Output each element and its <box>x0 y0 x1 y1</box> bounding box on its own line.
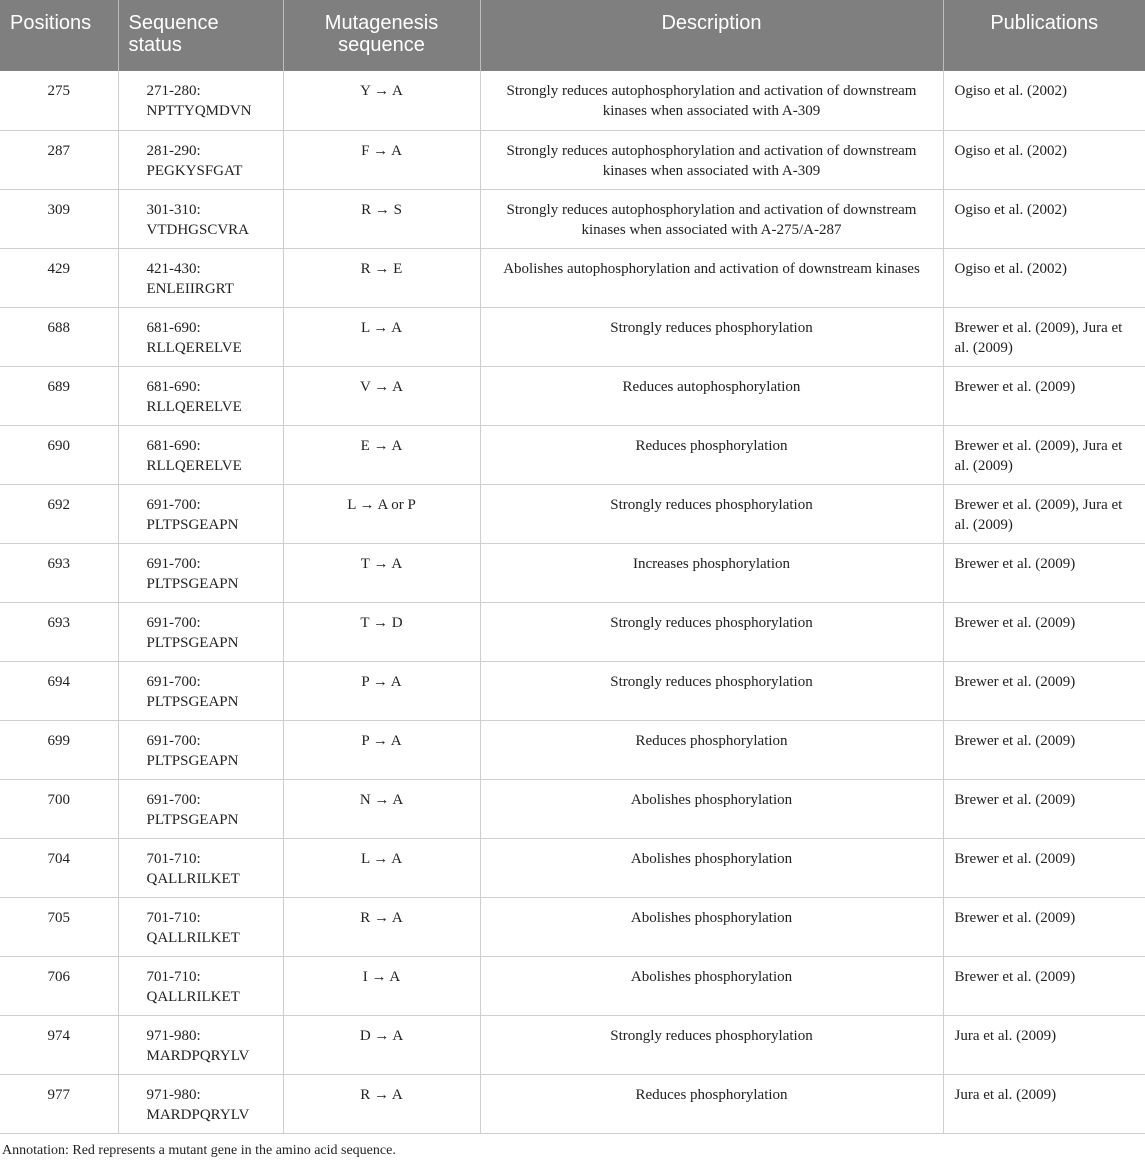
cell-sequence-status <box>118 661 283 720</box>
cell-description: Strongly reduces phosphorylation <box>480 661 943 720</box>
cell-description: Strongly reduces phosphorylation <box>480 1015 943 1074</box>
table-row <box>0 838 1145 897</box>
cell-mutation: R → E <box>283 248 480 307</box>
sequence-residues: RLLQERELVE <box>146 457 242 474</box>
cell-publications: Brewer et al. (2009) <box>943 661 1145 720</box>
table-row <box>0 720 1145 779</box>
cell-mutation: F → A <box>283 130 480 189</box>
cell-position: 704 <box>0 838 118 897</box>
cell-position: 977 <box>0 1074 118 1133</box>
cell-publications: Brewer et al. (2009), Jura et al. (2009) <box>943 484 1145 543</box>
cell-position: 692 <box>0 484 118 543</box>
table-row <box>0 543 1145 602</box>
cell-description: Strongly reduces autophosphorylation and activation of downstream kinases when associated with A-275/A-287 <box>480 189 943 248</box>
table-row <box>0 71 1145 130</box>
cell-description: Strongly reduces autophosphorylation and activation of downstream kinases when associated with A-309 <box>480 130 943 189</box>
cell-publications: Brewer et al. (2009) <box>943 956 1145 1015</box>
cell-description: Strongly reduces phosphorylation <box>480 307 943 366</box>
cell-publications: Jura et al. (2009) <box>943 1015 1145 1074</box>
cell-description: Strongly reduces phosphorylation <box>480 484 943 543</box>
sequence-range: 701-710: <box>146 968 201 985</box>
cell-description: Strongly reduces phosphorylation <box>480 602 943 661</box>
cell-position: 705 <box>0 897 118 956</box>
cell-sequence-status <box>118 602 283 661</box>
sequence-residues: PLTPSGEAPN <box>146 811 239 828</box>
cell-description: Abolishes phosphorylation <box>480 897 943 956</box>
cell-mutation: N → A <box>283 779 480 838</box>
cell-mutation: I → A <box>283 956 480 1015</box>
table-row <box>0 248 1145 307</box>
cell-sequence-status <box>118 425 283 484</box>
cell-publications: Jura et al. (2009) <box>943 1074 1145 1133</box>
sequence-range: 691-700: <box>146 732 201 749</box>
cell-position: 699 <box>0 720 118 779</box>
header-mutagenesis-sequence: Mutagenesis sequence <box>283 0 480 71</box>
sequence-residues: QALLRILKET <box>146 988 240 1005</box>
cell-position: 429 <box>0 248 118 307</box>
sequence-residues: PLTPSGEAPN <box>146 516 239 533</box>
cell-sequence-status <box>118 956 283 1015</box>
header-publications: Publications <box>943 0 1145 71</box>
cell-mutation: E → A <box>283 425 480 484</box>
cell-publications: Brewer et al. (2009) <box>943 720 1145 779</box>
table-row <box>0 1074 1145 1133</box>
cell-description: Increases phosphorylation <box>480 543 943 602</box>
cell-sequence-status <box>118 484 283 543</box>
cell-sequence-status <box>118 1074 283 1133</box>
cell-description: Abolishes phosphorylation <box>480 956 943 1015</box>
sequence-range: 681-690: <box>146 437 201 454</box>
cell-description: Strongly reduces autophosphorylation and activation of downstream kinases when associated with A-309 <box>480 71 943 130</box>
cell-publications: Brewer et al. (2009) <box>943 838 1145 897</box>
cell-sequence-status <box>118 366 283 425</box>
cell-publications: Ogiso et al. (2002) <box>943 189 1145 248</box>
cell-position: 287 <box>0 130 118 189</box>
cell-mutation: R → A <box>283 897 480 956</box>
sequence-residues: RLLQERELVE <box>146 398 242 415</box>
cell-sequence-status <box>118 130 283 189</box>
cell-position: 275 <box>0 71 118 130</box>
cell-description: Reduces phosphorylation <box>480 720 943 779</box>
table-row <box>0 602 1145 661</box>
cell-mutation: P → A <box>283 720 480 779</box>
cell-position: 974 <box>0 1015 118 1074</box>
cell-position: 694 <box>0 661 118 720</box>
cell-publications: Ogiso et al. (2002) <box>943 248 1145 307</box>
cell-publications: Ogiso et al. (2002) <box>943 130 1145 189</box>
cell-sequence-status <box>118 779 283 838</box>
table-header <box>0 0 1145 71</box>
table-row <box>0 779 1145 838</box>
cell-description: Abolishes autophosphorylation and activation of downstream kinases <box>480 248 943 307</box>
sequence-range: 271-280: <box>146 83 201 99</box>
cell-description: Reduces phosphorylation <box>480 425 943 484</box>
sequence-residues: PLTPSGEAPN <box>146 575 239 592</box>
cell-position: 688 <box>0 307 118 366</box>
cell-position: 689 <box>0 366 118 425</box>
sequence-residues: QALLRILKET <box>146 870 240 887</box>
cell-description: Abolishes phosphorylation <box>480 838 943 897</box>
cell-publications: Brewer et al. (2009) <box>943 602 1145 661</box>
cell-publications: Brewer et al. (2009) <box>943 366 1145 425</box>
cell-sequence-status <box>118 307 283 366</box>
cell-sequence-status <box>118 838 283 897</box>
cell-mutation: L → A <box>283 307 480 366</box>
sequence-range: 691-700: <box>146 673 201 690</box>
cell-mutation: T → A <box>283 543 480 602</box>
sequence-residues: PLTPSGEAPN <box>146 634 239 651</box>
cell-mutation: V → A <box>283 366 480 425</box>
sequence-range: 281-290: <box>146 142 201 159</box>
cell-mutation: T → D <box>283 602 480 661</box>
cell-mutation: D → A <box>283 1015 480 1074</box>
table-row <box>0 1015 1145 1074</box>
cell-description: Reduces phosphorylation <box>480 1074 943 1133</box>
cell-position: 309 <box>0 189 118 248</box>
sequence-range: 301-310: <box>146 201 201 218</box>
cell-publications: Brewer et al. (2009) <box>943 779 1145 838</box>
header-row <box>0 0 1145 71</box>
sequence-residues: MARDPQRYLV <box>146 1047 250 1064</box>
cell-description: Reduces autophosphorylation <box>480 366 943 425</box>
cell-publications: Brewer et al. (2009), Jura et al. (2009) <box>943 307 1145 366</box>
sequence-residues: QALLRILKET <box>146 929 240 946</box>
sequence-range: 681-690: <box>146 319 201 336</box>
sequence-residues: VTDHGSCVRA <box>146 221 250 238</box>
cell-sequence-status <box>118 543 283 602</box>
sequence-range: 701-710: <box>146 850 201 867</box>
cell-publications: Brewer et al. (2009), Jura et al. (2009) <box>943 425 1145 484</box>
table-row <box>0 366 1145 425</box>
cell-mutation: R → A <box>283 1074 480 1133</box>
cell-position: 700 <box>0 779 118 838</box>
sequence-range: 691-700: <box>146 791 201 808</box>
cell-publications: Brewer et al. (2009) <box>943 897 1145 956</box>
sequence-range: 691-700: <box>146 496 201 513</box>
table-annotation: Annotation: Red represents a mutant gene in the amino acid sequence. <box>2 1143 396 1158</box>
sequence-range: 691-700: <box>146 614 201 631</box>
cell-position: 693 <box>0 602 118 661</box>
cell-position: 693 <box>0 543 118 602</box>
table-row <box>0 307 1145 366</box>
cell-mutation: R → S <box>283 189 480 248</box>
table-row <box>0 189 1145 248</box>
table-row <box>0 484 1145 543</box>
sequence-range: 971-980: <box>146 1027 201 1044</box>
header-positions: Positions <box>0 0 118 71</box>
table-body <box>0 71 1145 1133</box>
sequence-range: 971-980: <box>146 1086 201 1103</box>
cell-sequence-status <box>118 897 283 956</box>
cell-sequence-status <box>118 248 283 307</box>
sequence-residues: RLLQERELVE <box>146 339 242 356</box>
cell-sequence-status <box>118 71 283 130</box>
cell-mutation: P → A <box>283 661 480 720</box>
sequence-range: 701-710: <box>146 909 201 926</box>
sequence-residues: PLTPSGEAPN <box>146 752 239 769</box>
cell-description: Abolishes phosphorylation <box>480 779 943 838</box>
sequence-residues: PEGKYSFGAT <box>146 162 243 179</box>
table-row <box>0 661 1145 720</box>
cell-publications: Brewer et al. (2009) <box>943 543 1145 602</box>
cell-mutation: L → A or P <box>283 484 480 543</box>
cell-sequence-status <box>118 189 283 248</box>
sequence-range: 421-430: <box>146 260 201 277</box>
cell-position: 706 <box>0 956 118 1015</box>
sequence-residues: MARDPQRYLV <box>146 1106 250 1123</box>
sequence-residues: PLTPSGEAPN <box>146 693 239 710</box>
cell-publications: Ogiso et al. (2002) <box>943 71 1145 130</box>
sequence-residues: NPTTYQMDVN <box>146 103 252 119</box>
header-description: Description <box>480 0 943 71</box>
table-row <box>0 130 1145 189</box>
cell-position: 690 <box>0 425 118 484</box>
sequence-residues: ENLEIIRGRT <box>146 280 234 297</box>
cell-sequence-status <box>118 720 283 779</box>
table-row <box>0 897 1145 956</box>
cell-mutation: L → A <box>283 838 480 897</box>
header-sequence-status: Sequence status <box>118 0 283 71</box>
cell-sequence-status <box>118 1015 283 1074</box>
table-row <box>0 956 1145 1015</box>
cell-mutation: Y → A <box>283 71 480 130</box>
sequence-range: 691-700: <box>146 555 201 572</box>
sequence-range: 681-690: <box>146 378 201 395</box>
table-row <box>0 425 1145 484</box>
